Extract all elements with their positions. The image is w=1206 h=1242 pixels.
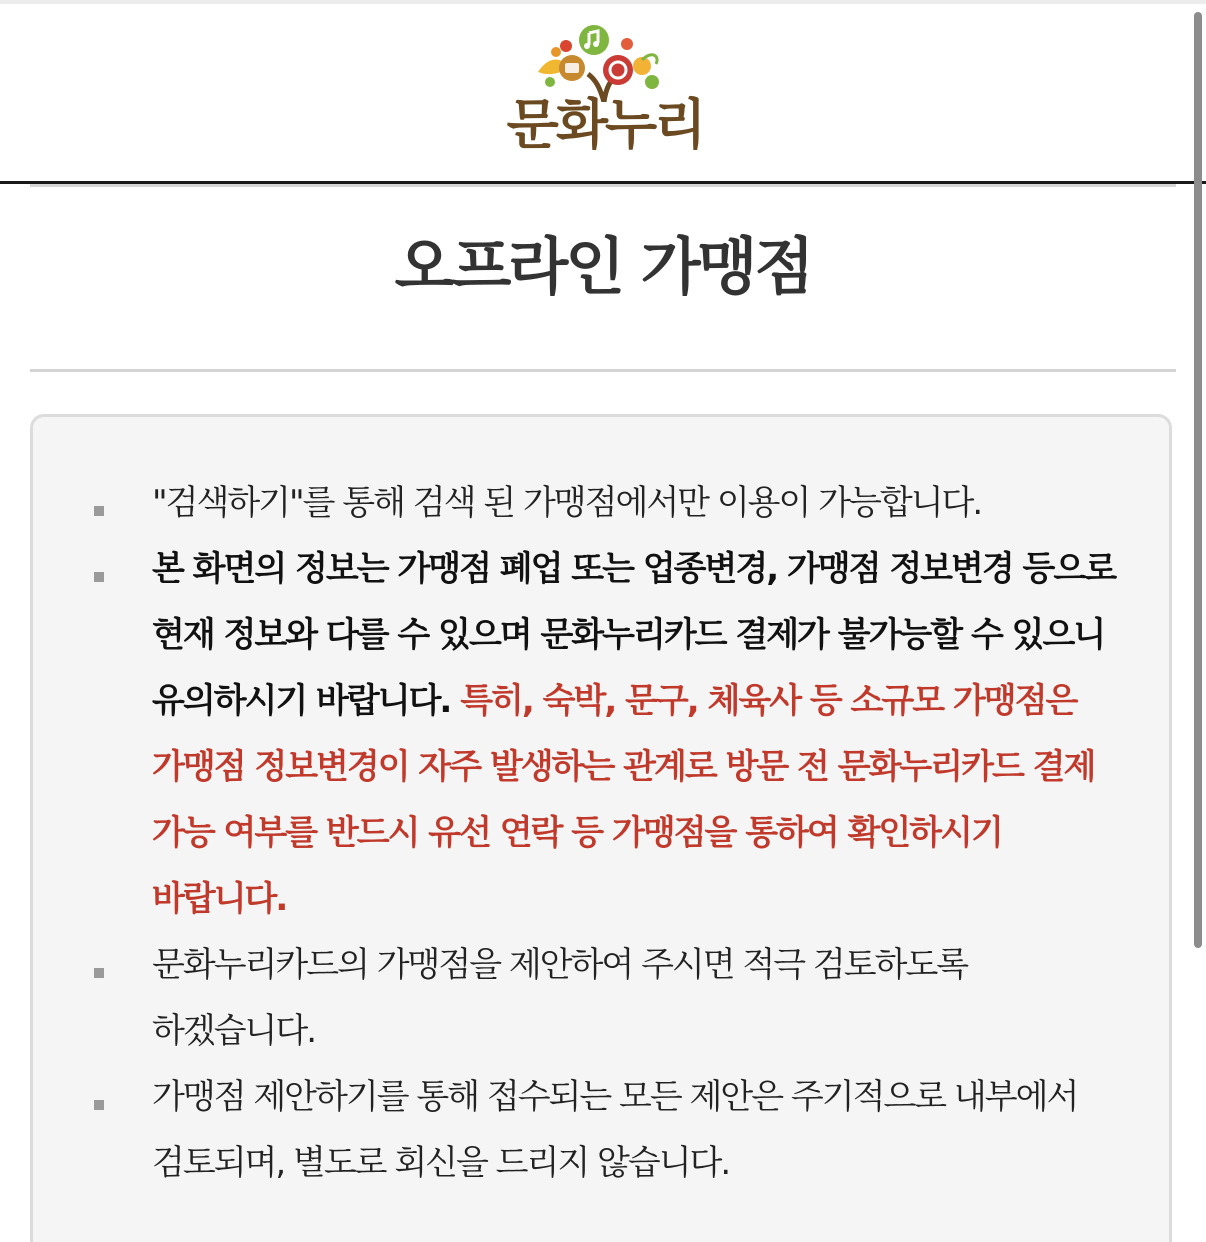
site-header (0, 4, 1206, 182)
scrollbar[interactable] (1188, 0, 1206, 1242)
square-bullet-icon (94, 968, 104, 978)
notice-strong-text: 본 화면의 정보는 가맹점 폐업 또는 업종변경, 가맹점 정보변경 등으로 현재 정보와 다를 수 있으며 문화누리카드 결제가 불가능할 수 있으니 유의하시기 바랍니다. (152, 549, 1116, 721)
notice-list (60, 470, 1120, 1196)
notice-item (60, 536, 1120, 932)
notice-item (60, 932, 1120, 1064)
page-title: 오프라인 가맹점 (394, 230, 812, 303)
notice-item (60, 470, 1120, 536)
square-bullet-icon (94, 506, 104, 516)
notice-warning-text: 특히, 숙박, 문구, 체육사 등 소규모 가맹점은 가맹점 정보변경이 자주 발생하는 관계로 방문 전 문화누리카드 결제 가능 여부를 반드시 유선 연락 등 가맹점을 통하여 확인하시기 바랍니다. (152, 681, 1095, 919)
munhwa-nuri-logo[interactable] (492, 22, 718, 172)
logo-tree-icon (492, 22, 718, 102)
notice-text: 가맹점 제안하기를 통해 접수되는 모든 제안은 주기적으로 내부에서 검토되며, 별도로 회신을 드리지 않습니다. (152, 1077, 1078, 1183)
square-bullet-icon (94, 1100, 104, 1110)
square-bullet-icon (94, 572, 104, 582)
notice-text: 문화누리카드의 가맹점을 제안하여 주시면 적극 검토하도록 하겠습니다. (152, 945, 968, 1051)
logo-wordmark: 문화누리 (506, 93, 704, 156)
title-divider (30, 369, 1176, 372)
scrollbar-thumb[interactable] (1194, 12, 1202, 948)
header-divider-shadow (30, 184, 1176, 187)
notice-text: "검색하기"를 통해 검색 된 가맹점에서만 이용이 가능합니다. (152, 483, 982, 523)
notice-item (60, 1064, 1120, 1196)
